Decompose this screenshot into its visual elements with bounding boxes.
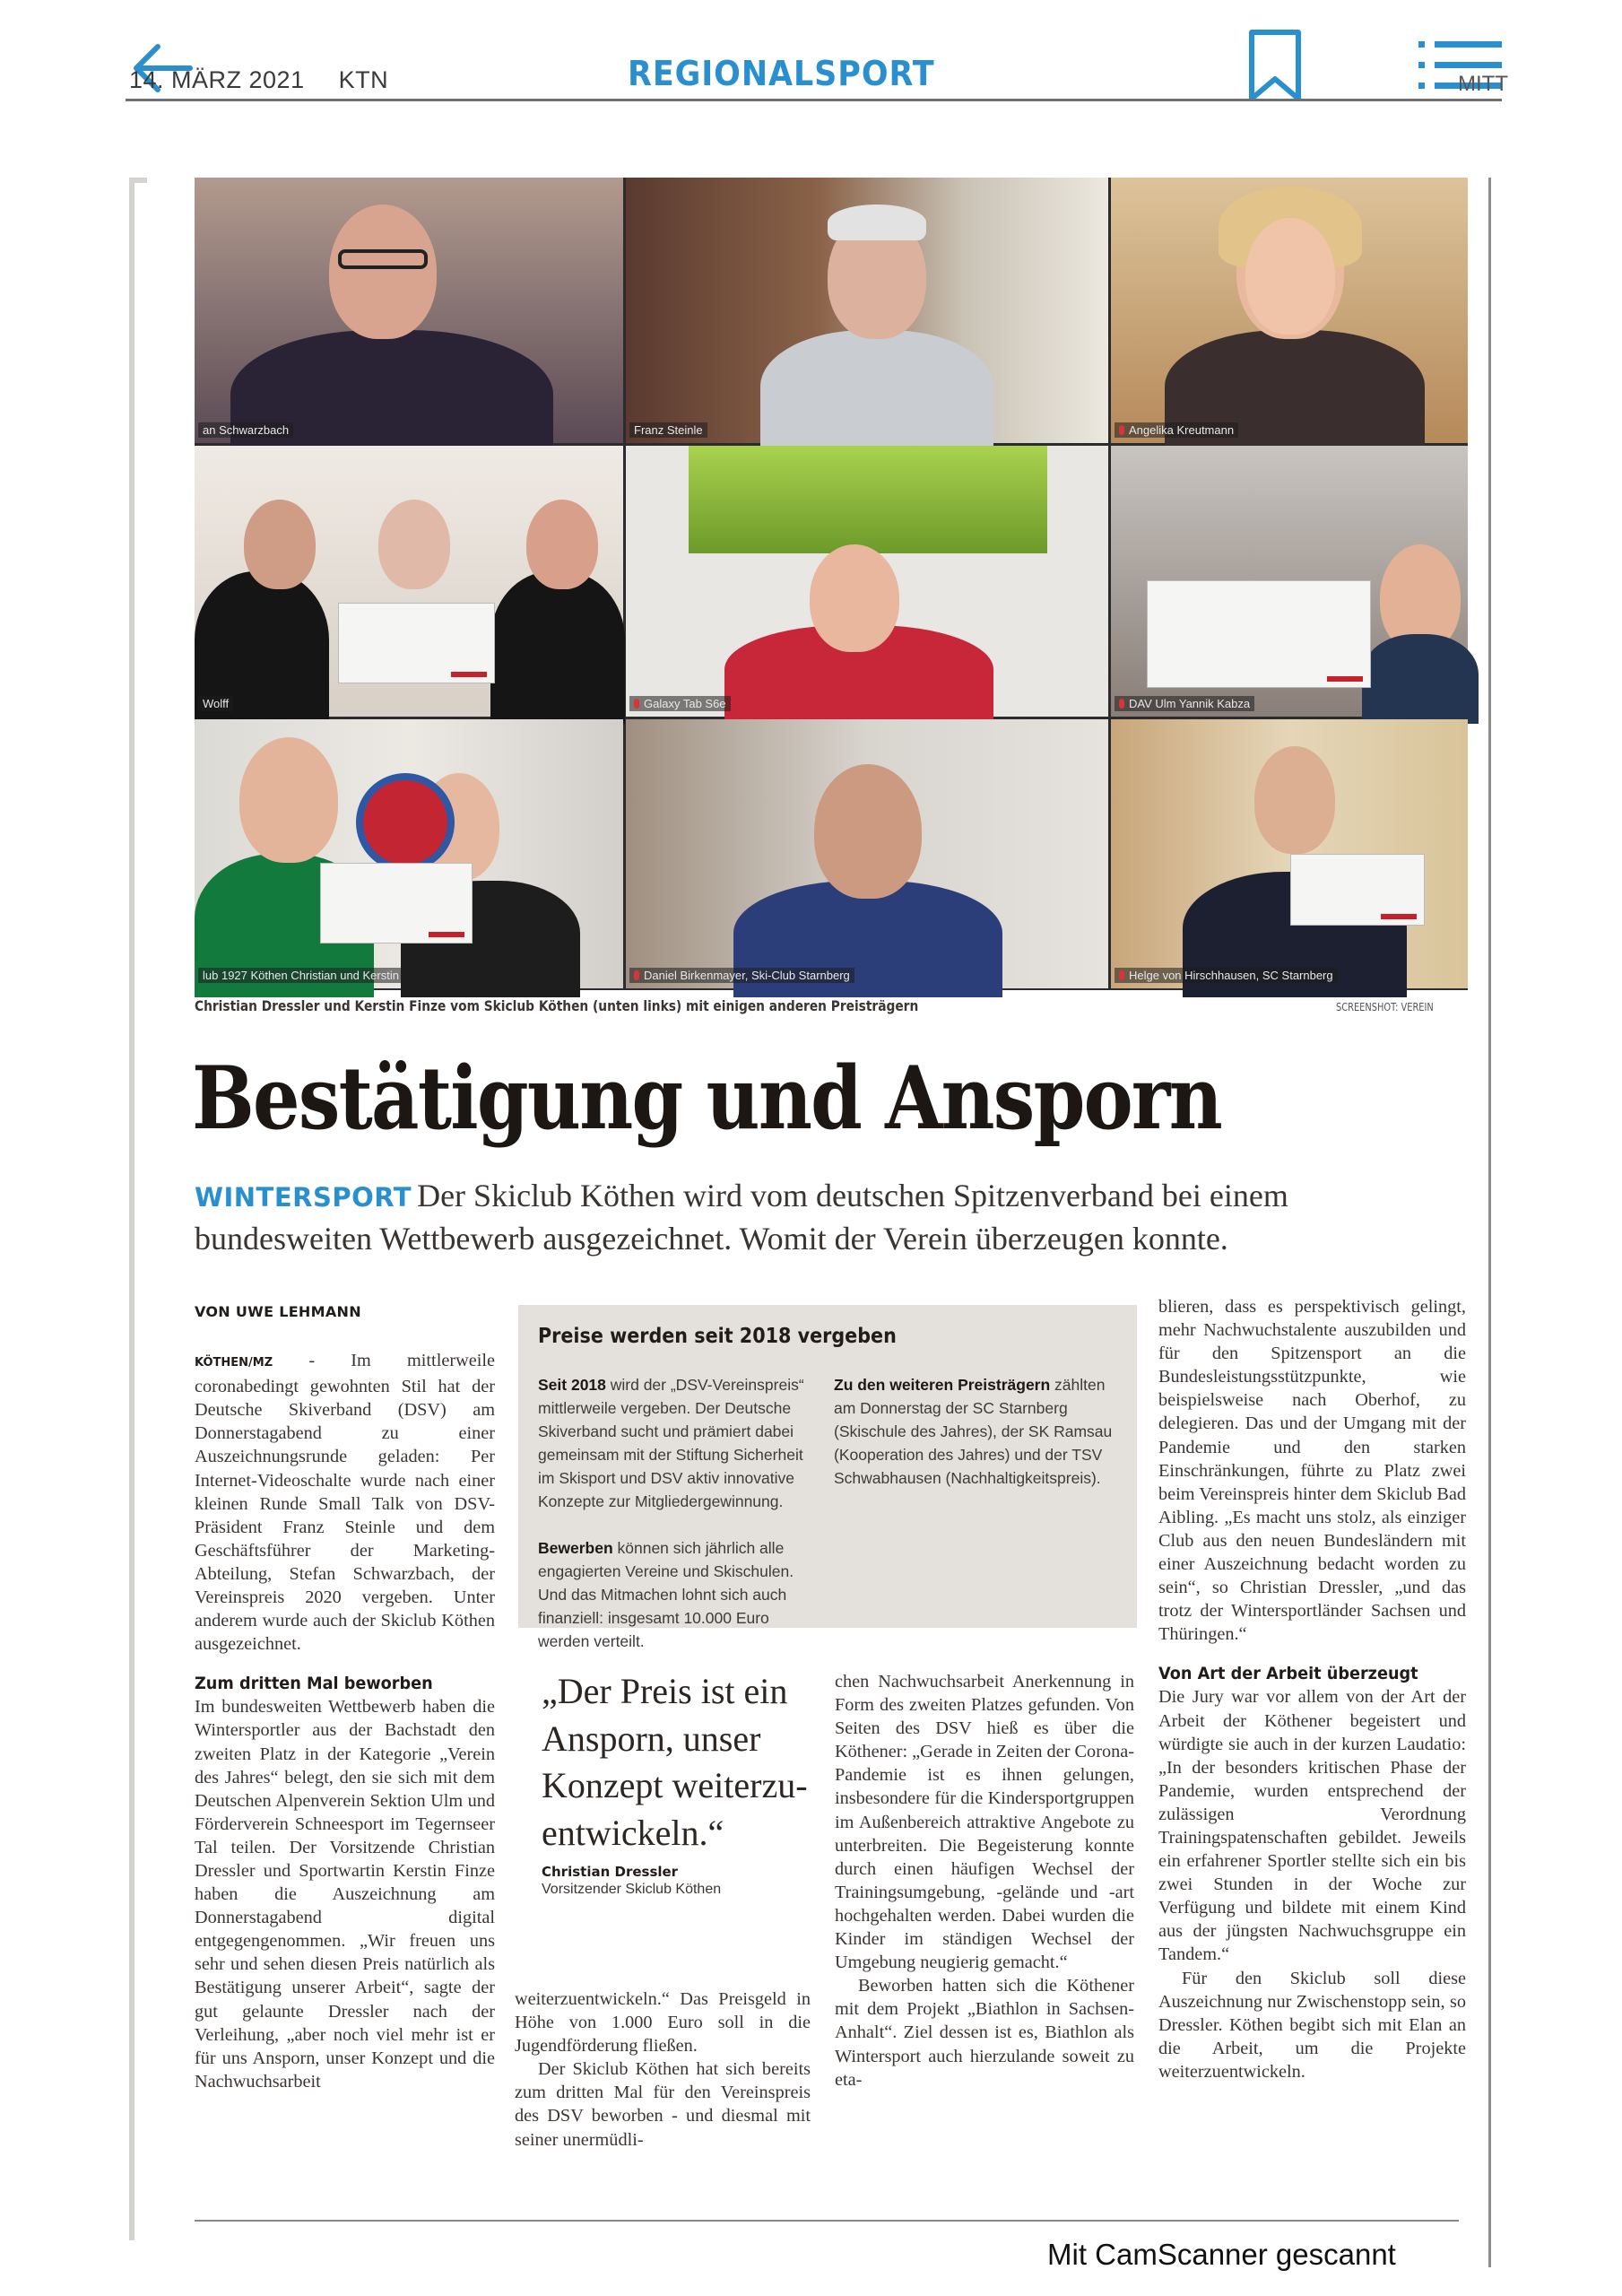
article-kicker: WINTERSPORT [195, 1182, 412, 1213]
video-tile [626, 446, 1108, 717]
info-paragraph: Bewerben können sich jährlich alle engagierten Vereine und Skischulen. Und das Mitmachen lohnt sich auch finanziell: insgesamt 10.000 Euro werden verteilt. [538, 1539, 794, 1650]
bookmark-button[interactable] [1246, 29, 1304, 102]
byline: VON UWE LEHMANN [195, 1303, 361, 1320]
dateline: KÖTHEN/MZ [195, 1356, 273, 1370]
page-edge-right [1488, 178, 1491, 2267]
header-divider [126, 99, 1502, 101]
section-title: REGIONALSPORT [628, 54, 935, 93]
body-paragraph: Die Jury war vor allem von der Art der Arbeit der Köthener begeistert und würdigte sie auch in der kurzen Laudatio: „In der besonders kritischen Phase der Pandemie, wurden entsprechend der zulässigen Verordnung Trainingspatenschaften gebildet. Jeweils ein erfahrener Sportler stellte sich ein bis zwei Stunden in der Woche zur Verfügung und bildete mit einem Kind aus der jüngsten Nachwuchsgruppe ein Tandem.“ [1158, 1687, 1466, 1965]
participant-name: an Schwarzbach [198, 422, 293, 438]
pull-quote [542, 1668, 811, 1898]
mic-muted-icon [1119, 425, 1124, 435]
quote-text: „Der Preis ist ein Ansporn, unser Konzept weiterzu-entwickeln.“ [542, 1671, 808, 1853]
body-paragraph: chen Nachwuchsarbeit Anerkennung in Form des zweiten Platzes gefunden. Von Seiten des DSV hieß es über die Köthener: „Gerade in Zeiten der Corona-Pandemie ist es ihnen gelungen, insbesondere für die Kindersportgruppen im Außenbereich attraktive Angebote zu unterbreiten. Die Begeisterung konnte durch einen häufigen Wechsel der Trainingsumgebung, -gelände und -art hochgehalten werden. Dabei wurden die Kinder im ständigen Wechsel der Umgebung neugierig gemacht.“ [835, 1672, 1134, 1973]
edition-code: KTN [338, 66, 389, 93]
photo-credit: SCREENSHOT: VEREIN [1336, 1001, 1434, 1013]
video-tile [195, 719, 623, 988]
video-tile [626, 178, 1108, 443]
subheading: Zum dritten Mal beworben [195, 1674, 433, 1694]
page-bottom-divider [195, 2220, 1459, 2222]
body-paragraph: weiterzuentwickeln.“ Das Preisgeld in Höhe von 1.000 Euro soll in die Jugendförderung fließen. [515, 1989, 811, 2057]
participant-name: lub 1927 Köthen Christian und Kerstin [198, 968, 403, 983]
deck-text: Der Skiclub Köthen wird vom deutschen Spitzenverband bei einem bundesweiten Wettbewerb ausgezeichnet. Womit der Verein überzeugen konnte. [195, 1178, 1288, 1257]
participant-name: DAV Ulm Yannik Kabza [1115, 696, 1254, 711]
article-column-1 [195, 1300, 495, 2093]
video-tile [1111, 446, 1468, 717]
video-call-photo [195, 178, 1468, 990]
body-paragraph: Im bundesweiten Wettbewerb haben die Wintersportler aus der Bachstadt den zweiten Platz in der Kategorie „Verein des Jahres“ belegt, den sie sich mit dem Deutschen Alpenverein Sektion Ulm und Förderverein Schneesport im Tegernseer Tal teilen. Der Vorsitzende Christian Dressler und Sportwartin Kerstin Finze haben die Auszeichnung am Donnerstagabend digital entgegengenommen. „Wir freuen uns sehr und sehen diesen Preis natürlich als Bestätigung unserer Arbeit“, sagte der gut gelaunte Dressler nach der Verleihung, „aber noch viel mehr ist er für uns Ansporn, unser Konzept und die Nachwuchsarbeit [195, 1697, 495, 2092]
info-paragraph: Seit 2018 wird der „DSV-Vereinspreis“ mittlerweile vergeben. Der Deutsche Skiverband sucht und prämiert dabei gemeinsam mit der Stiftung Sicherheit im Skisport und DSV aktiv innovative Konzepte zur Mitgliedergewinnung. [538, 1376, 804, 1510]
video-tile [1111, 719, 1468, 988]
article-column-2 [515, 1987, 811, 2152]
menu-button[interactable] [1417, 39, 1508, 97]
body-paragraph: Der Skiclub Köthen hat sich bereits zum dritten Mal für den Vereinspreis des DSV beworben - und diesmal mit seiner unermüdli- [515, 2059, 811, 2150]
lead-paragraph: KÖTHEN/MZ - Im mittlerweile coronabedingt gewohnten Stil hat der Deutsche Skiverband (DSV) am Donnerstagabend zu einer Auszeichnungsrunde geladen: Per Internet-Videoschalte wurde nach einer kleinen Runde Small Talk von DSV-Präsident Franz Steinle und dem Geschäftsführer der Marketing-Abteilung, Stefan Schwarzbach, der Vereinspreis 2020 vergeben. Unter anderem wurde auch der Skiclub Köthen ausgezeichnet. [195, 1351, 495, 1655]
video-tile [195, 446, 623, 717]
article-column-3 [835, 1670, 1134, 2092]
quote-author-role: Vorsitzender Skiclub Köthen [542, 1882, 722, 1897]
body-paragraph: Für den Skiclub soll diese Auszeichnung nur Zwischenstopp sein, so Dressler. Köthen begibt sich mit Elan an die Arbeit, um die Projekte weiterzuentwickeln. [1158, 1968, 1466, 2082]
participant-name: Helge von Hirschhausen, SC Starnberg [1115, 968, 1338, 983]
article-deck [195, 1175, 1468, 1259]
participant-name: Galaxy Tab S6e [629, 696, 731, 711]
participant-name: Daniel Birkenmayer, Ski-Club Starnberg [629, 968, 854, 983]
article-column-4 [1158, 1295, 1466, 2083]
quote-author: Christian Dressler [542, 1864, 679, 1880]
body-paragraph: blieren, dass es perspektivisch gelingt, mehr Nachwuchstalente auszubilden und für den Spitzensport an die Bundesleistungsstützpunkte, wie beispielsweise nach Oberhof, zu delegieren. Das und der Umgang mit der Pandemie und den starken Einschränkungen, führte zu Platz zwei beim Vereinspreis hinter dem Skiclub Bad Aibling. „Es macht uns stolz, als einziger Club aus den neuen Bundesländern mit einer Auszeichnung bedacht worden zu sein“, so Christian Dressler, „und das trotz der Wintersportländer Sachsen und Thüringen.“ [1158, 1297, 1466, 1645]
page-edge-left [129, 178, 147, 2240]
mic-muted-icon [1119, 970, 1124, 980]
photo-caption: Christian Dressler und Kerstin Finze vom Skiclub Köthen (unten links) mit einigen anderen Preisträgern [195, 997, 919, 1014]
info-paragraph: Zu den weiteren Preisträgern zählten am Donnerstag der SC Starnberg (Skischule des Jahres), der SK Ramsau (Kooperation des Jahres) und der TSV Schwabhausen (Nachhaltigkeitspreis). [834, 1376, 1113, 1487]
scanner-watermark: Mit CamScanner gescannt [1047, 2238, 1396, 2271]
mic-muted-icon [634, 970, 639, 980]
participant-name: Franz Steinle [629, 422, 707, 438]
participant-name: Wolff [198, 696, 233, 711]
body-paragraph: Beworben hatten sich die Köthener mit dem Projekt „Biathlon in Sachsen-Anhalt“. Ziel dessen ist es, Biathlon als Wintersport auch hierzulande soweit zu eta- [835, 1976, 1134, 2090]
video-tile [195, 178, 623, 443]
video-tile [1111, 178, 1468, 443]
issue-date: 14. MÄRZ 2021 [129, 66, 305, 93]
issue-info [129, 66, 388, 94]
info-box-title: Preise werden seit 2018 vergeben [538, 1325, 897, 1348]
participant-name: Angelika Kreutmann [1115, 422, 1238, 438]
mic-muted-icon [1119, 699, 1124, 709]
next-section-peek: MITT [1458, 72, 1508, 96]
info-box [518, 1305, 1137, 1650]
bookmark-icon [1246, 29, 1304, 102]
subheading: Von Art der Arbeit überzeugt [1158, 1664, 1418, 1684]
app-header [126, 27, 1508, 100]
mic-muted-icon [634, 699, 639, 709]
video-tile [626, 719, 1108, 988]
article-headline: Bestätigung und Ansporn [192, 1048, 1222, 1149]
